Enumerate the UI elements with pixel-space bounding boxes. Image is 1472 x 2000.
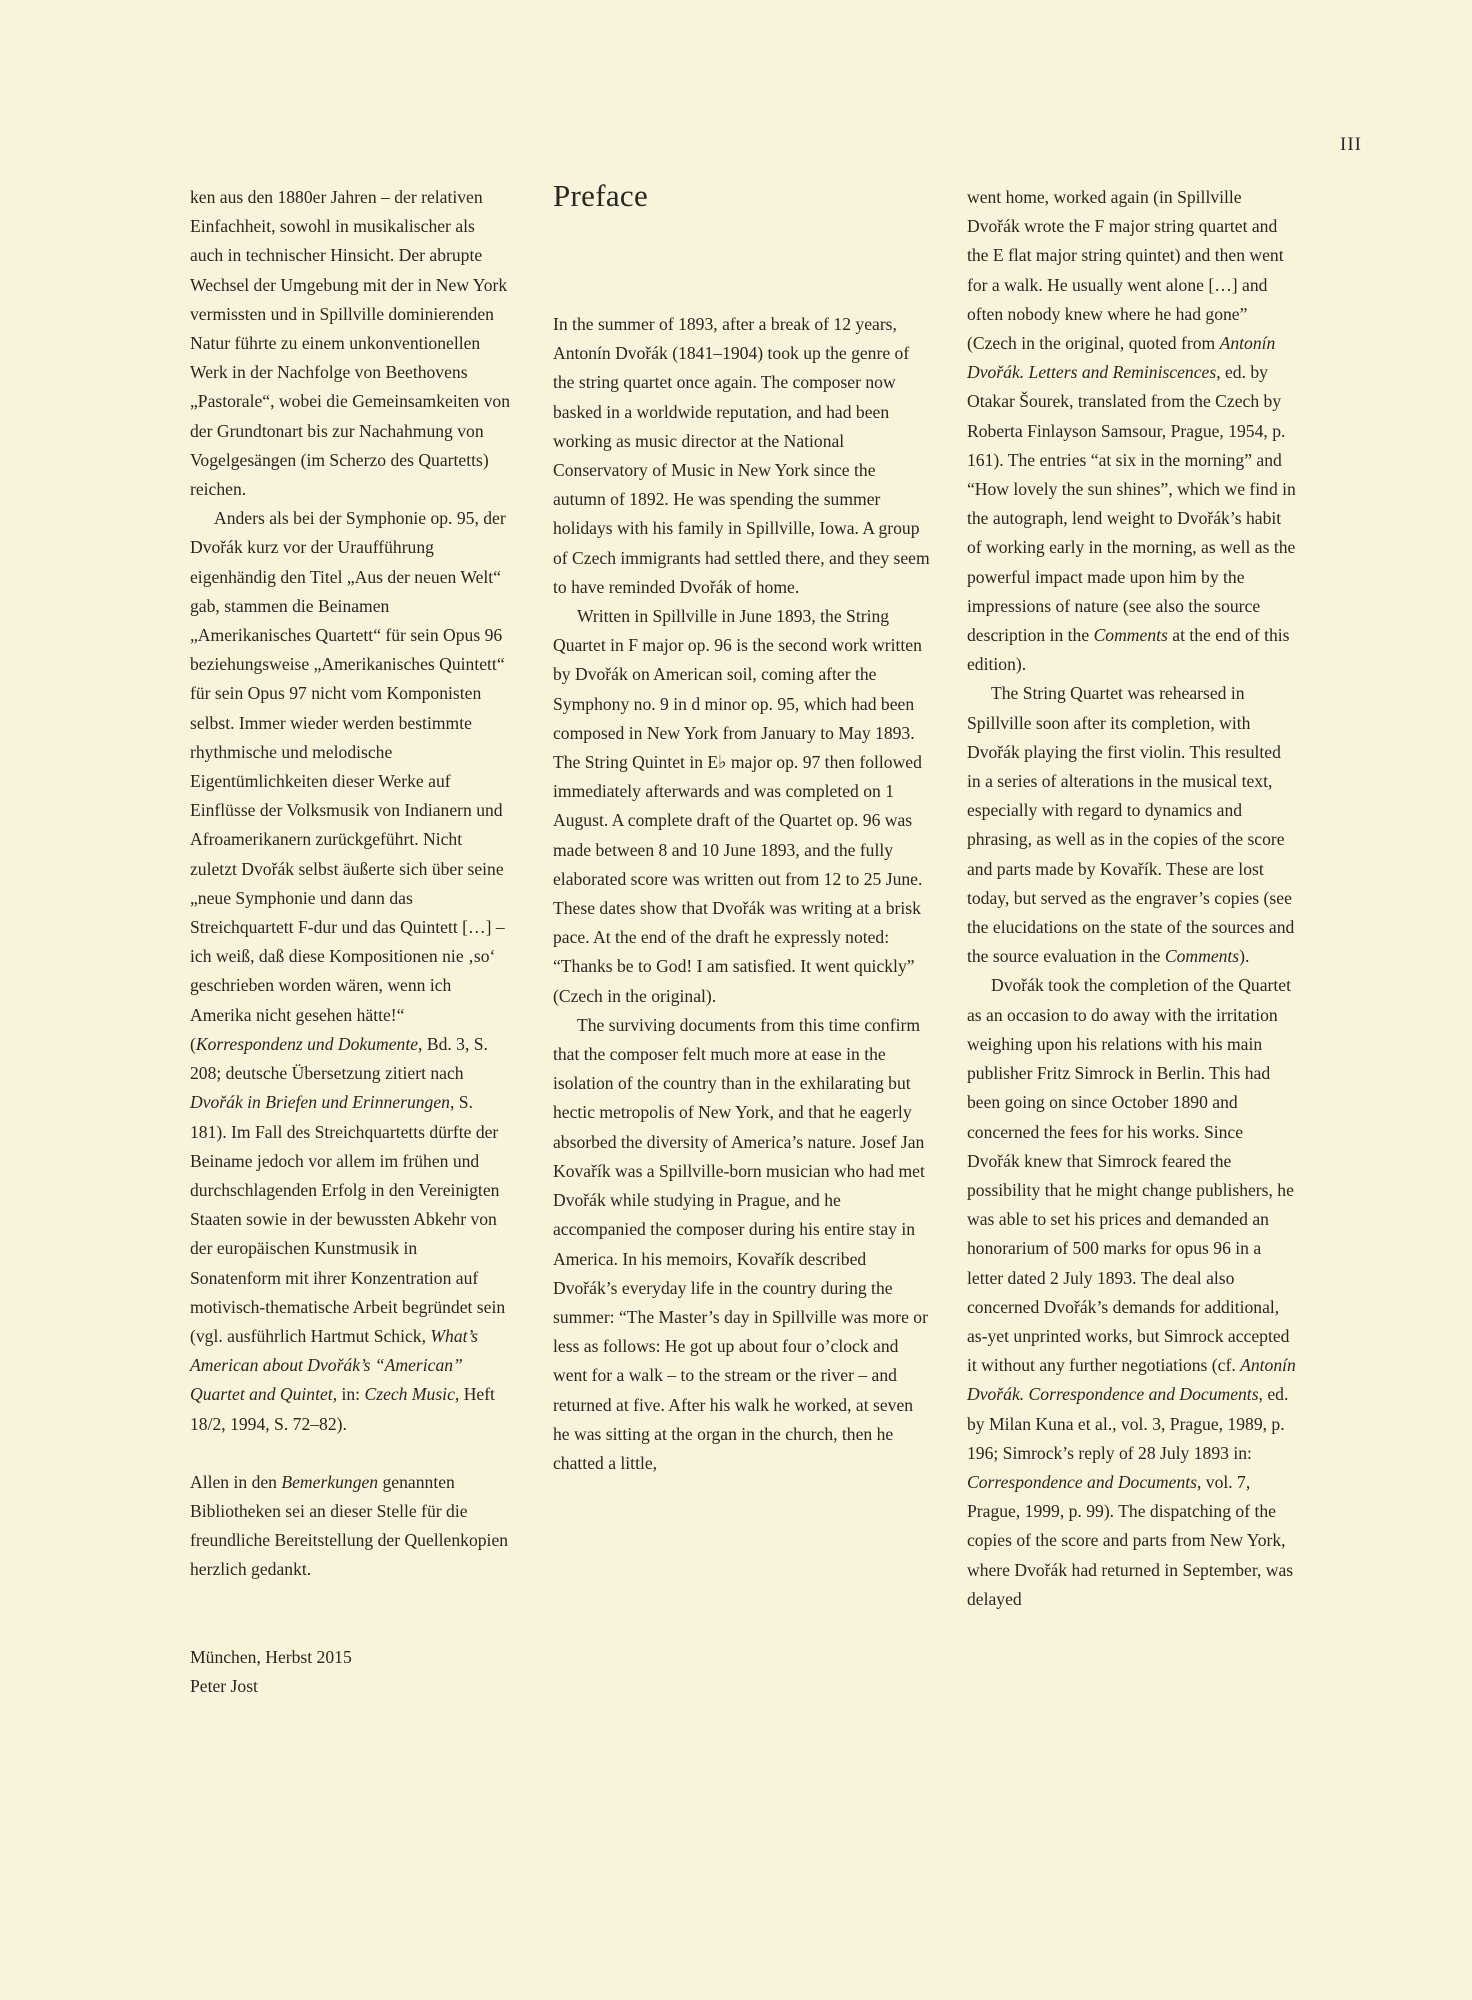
german-paragraph-3 — [190, 1468, 512, 1585]
preface-paragraph-3: The surviving documents from this time confirm that the composer felt much more at ease in the isolation of the country than in the exhilarating but hectic metropolis of New York, and that he eagerly absorbed the diversity of America’s nature. Josef Jan Kovařík was a Spillville-born musician who had met Dvořák while studying in Prague, and he accompanied the composer during his entire stay in America. In his memoirs, Kovařík described Dvořák’s everyday life in the country during the summer: “The Master’s day in Spillville was more or less as follows: He got up about four o’clock and went for a walk – to the stream or the river – and returned at five. After his walk he worked, at seven he was sitting at the organ in the church, then he chatted a little, — [553, 1014, 928, 1473]
italic-title: Korrespondenz und Dokumente — [195, 1033, 419, 1054]
place-date: München, Herbst 2015 — [190, 1646, 352, 1667]
column-preface — [553, 178, 931, 1478]
text: ). — [1239, 946, 1250, 967]
column-preface-continued — [967, 183, 1297, 1614]
text: , ed. by Otakar Šourek, translated from the Czech by Roberta Finlayson Samsour, Prague, 1954, p. 161). The entries “at six in the morning” and “How lovely the sun shines”, which we find in the autograph, lend weight to Dvořák’s habit of working early in the morning, as well as the powerful impact made upon him by the impressions of nature (see also the source description in the — [967, 362, 1296, 646]
italic-title: Comments — [1093, 625, 1168, 646]
german-paragraph-1: ken aus den 1880er Jahren – der relativen Einfachheit, sowohl in musikalischer als auch in technischer Hinsicht. Der abrupte Wechsel der Umgebung mit der in New York vermissten und in Spillville dominierenden Natur führte zu einem unkonventionellen Werk in der Nachfolge von Beethovens „Pastorale“, wobei die Gemeinsamkeiten von der Grundtonart bis zur Nachahmung von Vogelgesängen (im Scherzo des Quartetts) reichen. — [190, 187, 511, 500]
italic-title: Comments — [1164, 946, 1240, 967]
column-german — [190, 183, 512, 1701]
text: Allen in den — [190, 1471, 282, 1492]
italic-title: Dvořák in Briefen und Erinnerungen — [190, 1092, 450, 1113]
preface-paragraph-6 — [967, 971, 1297, 1613]
text: went home, worked again (in Spillville Dvořák wrote the F major string quartet and the E flat major string quintet) and then went for a walk. He usually went alone […] and often nobody knew where he had gone” (Czech in the original, quoted from — [967, 187, 1284, 354]
german-paragraph-2 — [190, 504, 512, 1439]
author-name: Peter Jost — [190, 1675, 258, 1696]
preface-paragraph-4 — [967, 183, 1297, 679]
preface-heading: Preface — [553, 178, 649, 213]
preface-paragraph-5 — [967, 679, 1297, 971]
page-number: III — [1340, 134, 1362, 155]
preface-paragraph-1: In the summer of 1893, after a break of 12 years, Antonín Dvořák (1841–1904) took up the genre of the string quartet once again. The composer now basked in a worldwide reputation, and had been working as music director at the National Conservatory of Music in New York since the autumn of 1892. He was spending the summer holidays with his family in Spillville, Iowa. A group of Czech immigrants had settled there, and they seem to have reminded Dvořák of home. — [553, 314, 930, 597]
text: at the end of this edition). — [967, 625, 1290, 675]
text: genannten Bibliotheken sei an dieser Stelle für die freundliche Bereitstellung der Quellenkopien herzlich gedankt. — [190, 1471, 509, 1580]
italic-title: What’s American about Dvořák’s “American” Quartet and Quintet — [190, 1325, 478, 1405]
text: , Bd. 3, S. 208; deutsche Übersetzung zitiert nach — [190, 1033, 488, 1084]
italic-title: Antonín Dvořák. Letters and Reminiscences — [967, 333, 1276, 383]
text: , Heft 18/2, 1994, S. 72–82). — [190, 1384, 495, 1434]
text: , S. 181). Im Fall des Streichquartetts dürfte der Beiname jedoch vor allem im frühen und durchschlagenden Erfolg in den Vereinigten Staaten sowie in der bewussten Abkehr von der europäischen Kunstmusik in Sonatenform mit ihrer Konzentration auf motivisch-thematische Arbeit begründet sein (vgl. ausführlich Hartmut Schick, — [190, 1092, 506, 1346]
italic-title: Czech Music — [364, 1384, 455, 1405]
text: The String Quartet was rehearsed in Spillville soon after its completion, with Dvořák playing the first violin. This resulted in a series of alterations in the musical text, especially with regard to dynamics and phrasing, as well as in the copies of the score and parts made by Kovařík. These are lost today, but served as the engraver’s copies (see the elucidations on the state of the sources and the source evaluation in the — [967, 683, 1295, 967]
text: , in: — [332, 1384, 365, 1405]
italic-title: Antonín Dvořák. Correspondence and Documents — [967, 1355, 1296, 1405]
preface-paragraph-2: Written in Spillville in June 1893, the String Quartet in F major op. 96 is the second work written by Dvořák on American soil, coming after the Symphony no. 9 in d minor op. 95, which had been composed in New York from January to May 1893. The String Quintet in E♭ major op. 97 then followed immediately afterwards and was completed on 1 August. A complete draft of the Quartet op. 96 was made between 8 and 10 June 1893, and the fully elaborated score was written out from 12 to 25 June. These dates show that Dvořák was writing at a brisk pace. At the end of the draft he expressly noted: “Thanks be to God! I am satisfied. It went quickly” (Czech in the original). — [553, 606, 923, 1006]
text: Dvořák took the completion of the Quartet as an occasion to do away with the irritation weighing upon his relations with his main publisher Fritz Simrock in Berlin. This had been going on since October 1890 and concerned the fees for his works. Since Dvořák knew that Simrock feared the possibility that he might change publishers, he was able to set his prices and demanded an honorarium of 500 marks for opus 96 in a letter dated 2 July 1893. The deal also concerned Dvořák’s demands for additional, as-yet unprinted works, but Simrock accepted it without any further negotiations (cf. — [967, 975, 1294, 1376]
italic-title: Correspondence and Documents — [967, 1471, 1197, 1492]
italic-title: Bemerkungen — [281, 1471, 379, 1492]
text: Anders als bei der Symphonie op. 95, der Dvořák kurz vor der Uraufführung eigenhändig den Titel „Aus der neuen Welt“ gab, stammen die Beinamen „Amerikanisches Quartett“ für sein Opus 96 beziehungsweise „Amerikanisches Quintett“ für sein Opus 97 nicht vom Komponisten selbst. Immer wieder werden bestimmte rhythmische und melodische Eigentümlichkeiten dieser Werke auf Einflüsse der Volksmusik von Indianern und Afroamerikanern zurückgeführt. Nicht zuletzt Dvořák selbst äußerte sich über seine „neue Symphonie und dann das Streichquartett F-dur und das Quintett […] – ich weiß, daß diese Kompositionen nie ‚so‘ geschrieben worden wären, wenn ich Amerika nicht gesehen hätte!“ ( — [190, 508, 506, 1054]
text: , vol. 7, Prague, 1999, p. 99). The dispatching of the copies of the score and parts from New York, where Dvořák had returned in September, was delayed — [967, 1471, 1294, 1609]
text: , ed. by Milan Kuna et al., vol. 3, Prague, 1989, p. 196; Simrock’s reply of 28 July 1893 in: — [967, 1384, 1289, 1463]
